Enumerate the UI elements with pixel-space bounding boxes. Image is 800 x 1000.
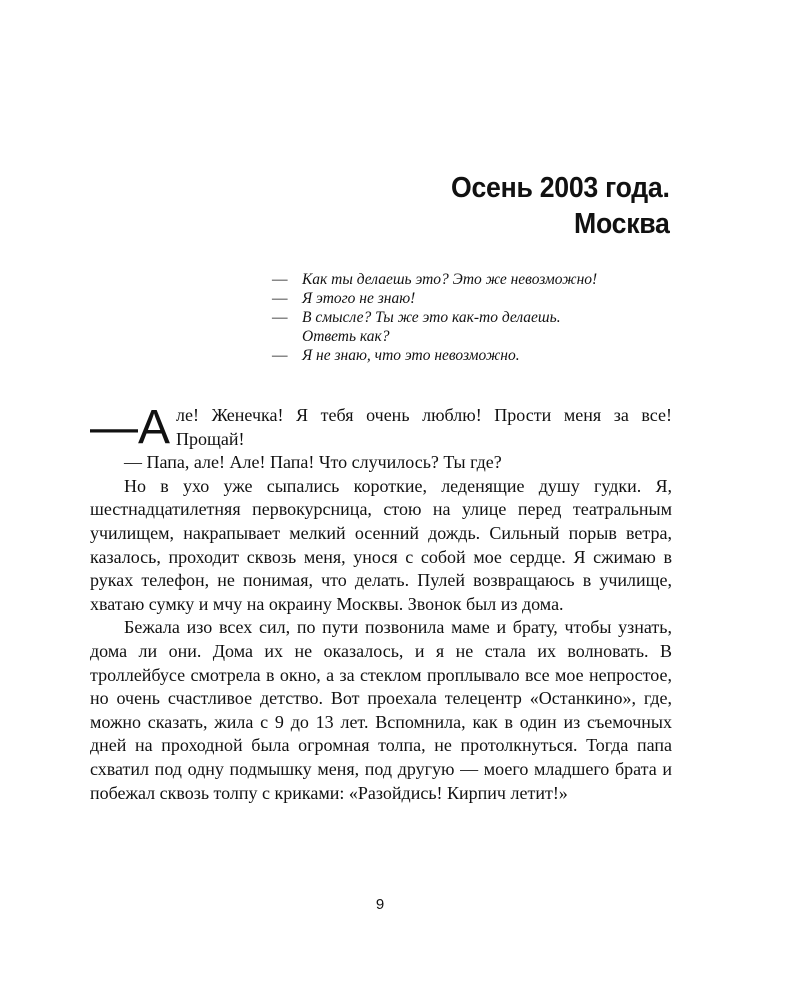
chapter-title xyxy=(451,170,670,242)
paragraph-1-text: ле! Женечка! Я тебя очень люблю! Прости меня за все! Прощай! xyxy=(176,405,672,449)
epigraph-line xyxy=(272,289,692,308)
epigraph-text: В смысле? Ты же это как-то делаешь. xyxy=(302,309,561,326)
epigraph-dash: — xyxy=(272,347,288,364)
epigraph-dash: — xyxy=(272,271,288,288)
chapter-title-line-1: Осень 2003 года. xyxy=(451,172,670,204)
body-text xyxy=(90,401,672,805)
epigraph-continuation: Ответь как? xyxy=(302,328,390,345)
paragraph-2: — Папа, але! Але! Папа! Что случилось? Ты где? xyxy=(124,452,502,473)
paragraph-3: Но в ухо уже сыпались короткие, леденящие душу гудки. Я, шестнадцатилетняя первокурсница, стою на улице перед театральным училищем, накрапывает мелкий осенний дождь. Сильный порыв ветра, казалось, проходит сквозь меня, унося с собой мое сердце. Я сжимаю в руках телефон, не понимая, что делать. Пулей возвращаюсь в училище, хватаю сумку и мчу на окраину Москвы. Звонок был из дома. xyxy=(90,475,672,614)
epigraph-line xyxy=(272,346,692,365)
epigraph-text: Как ты делаешь это? Это же невозможно! xyxy=(302,271,598,288)
epigraph-line xyxy=(272,308,692,327)
epigraph-line xyxy=(272,270,692,289)
epigraph-text: Я этого не знаю! xyxy=(302,290,416,307)
epigraph xyxy=(272,270,692,365)
chapter-title-line-2: Москва xyxy=(574,208,670,240)
epigraph-dash: — xyxy=(272,309,288,326)
epigraph-text: Я не знаю, что это невозможно. xyxy=(302,347,520,364)
paragraph-4: Бежала изо всех сил, по пути позвонила маме и брату, чтобы узнать, дома ли они. Дома их не оказалось, и я не стала их волновать. В троллейбусе смотрела в окно, а за стеклом проплывало все мое непростое, но очень счастливое детство. Вот проехала телецентр «Останкино», где, можно сказать, жила с 9 до 13 лет. Вспомнила, как в один из съемочных дней на проходной была огромная толпа, не протолкнуться. Тогда папа схватил под одну подмышку меня, под другую — моего младшего брата и побежал сквозь толпу с криками: «Разойдись! Кирпич летит!» xyxy=(90,617,672,803)
epigraph-dash: — xyxy=(272,290,288,307)
page-number: 9 xyxy=(375,896,385,913)
drop-cap: —А xyxy=(90,401,171,454)
paragraph-1 xyxy=(90,401,672,454)
